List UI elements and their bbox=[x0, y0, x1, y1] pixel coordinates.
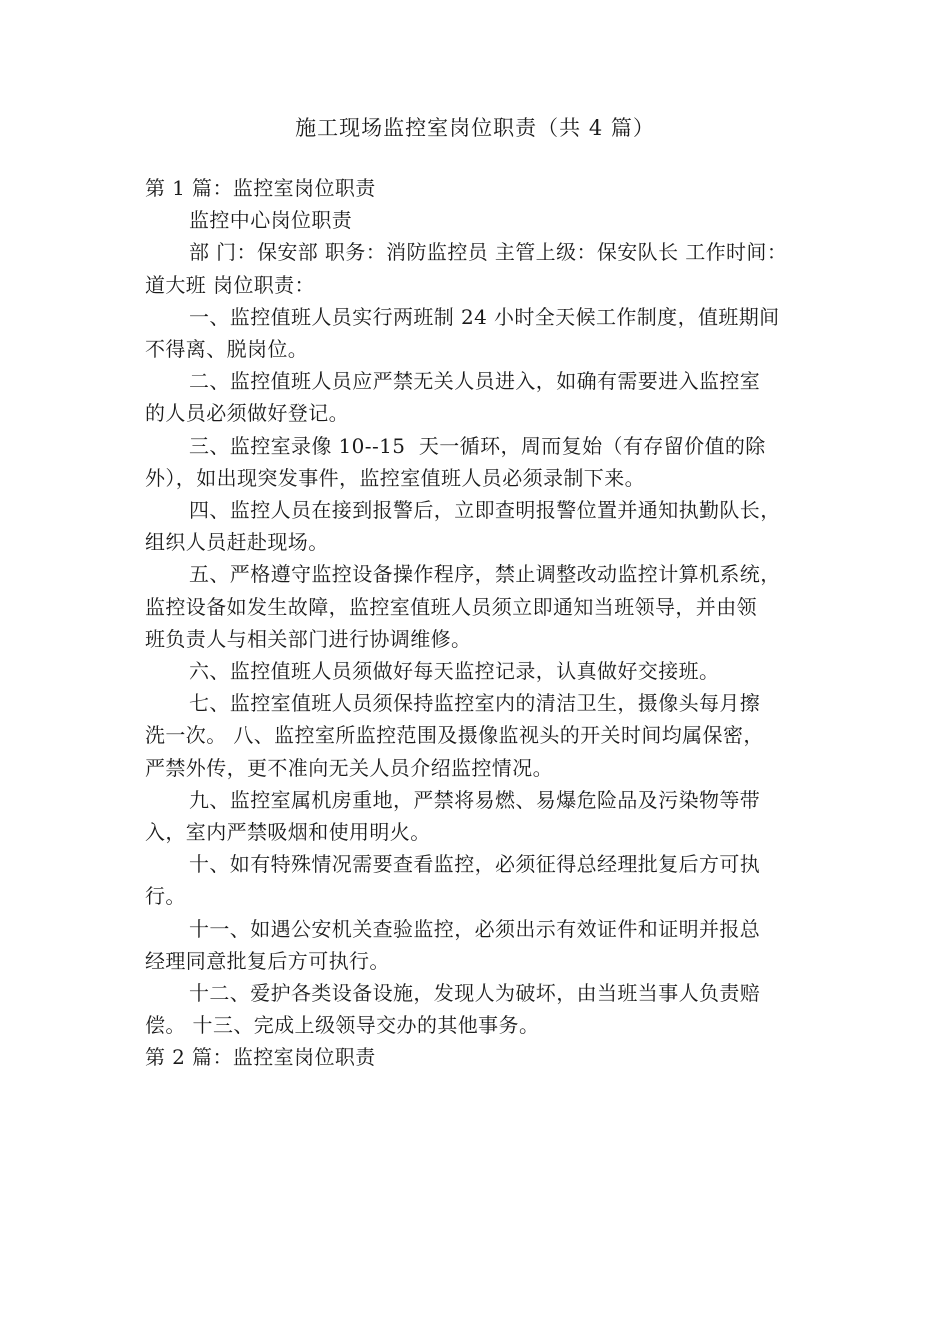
paragraph-line: 的人员必须做好登记。 bbox=[145, 401, 349, 426]
paragraph-line: 二、监控值班人员应严禁无关人员进入，如确有需要进入监控室 bbox=[189, 369, 761, 394]
paragraph-line: 洗一次。 八、监控室所监控范围及摄像监视头的开关时间均属保密， bbox=[145, 723, 764, 748]
paragraph-line: 监控设备如发生故障，监控室值班人员须立即通知当班领导，并由领 bbox=[145, 594, 757, 619]
section-heading-2: 第 2 篇：监控室岗位职责 bbox=[145, 1045, 376, 1070]
paragraph-line: 一、监控值班人员实行两班制 24 小时全天候工作制度，值班期间 bbox=[189, 304, 780, 329]
paragraph-line: 组织人员赶赴现场。 bbox=[145, 530, 329, 555]
paragraph-line: 入，室内严禁吸烟和使用明火。 bbox=[145, 820, 431, 845]
paragraph-line: 九、监控室属机房重地，严禁将易燃、易爆危险品及污染物等带 bbox=[189, 787, 761, 812]
paragraph-line: 不得离、脱岗位。 bbox=[145, 337, 309, 362]
paragraph-line: 三、监控室录像 10--15 天一循环，周而复始（有存留价值的除 bbox=[189, 433, 766, 458]
paragraph-line: 十一、如遇公安机关查验监控，必须出示有效证件和证明并报总 bbox=[189, 916, 761, 941]
paragraph-line: 五、严格遵守监控设备操作程序，禁止调整改动监控计算机系统， bbox=[189, 562, 781, 587]
document-body bbox=[145, 172, 813, 1074]
paragraph-line: 外），如出现突发事件，监控室值班人员必须录制下来。 bbox=[145, 465, 645, 490]
paragraph-line: 行。 bbox=[145, 884, 186, 909]
paragraph-line: 四、监控人员在接到报警后，立即查明报警位置并通知执勤队长， bbox=[189, 498, 781, 523]
paragraph-line: 道大班 岗位职责： bbox=[145, 272, 315, 297]
paragraph-line: 严禁外传，更不准向无关人员介绍监控情况。 bbox=[145, 755, 553, 780]
paragraph-line: 经理同意批复后方可执行。 bbox=[145, 948, 390, 973]
paragraph-line: 偿。 十三、完成上级领导交办的其他事务。 bbox=[145, 1013, 540, 1038]
paragraph-line: 十二、爱护各类设备设施，发现人为破坏，由当班当事人负责赔 bbox=[189, 981, 761, 1006]
paragraph-line: 部 门：保安部 职务：消防监控员 主管上级：保安队长 工作时间： bbox=[189, 240, 788, 265]
section-heading-1: 第 1 篇：监控室岗位职责 bbox=[145, 176, 376, 200]
paragraph-line: 班负责人与相关部门进行协调维修。 bbox=[145, 626, 472, 651]
paragraph-line: 六、监控值班人员须做好每天监控记录，认真做好交接班。 bbox=[189, 659, 720, 684]
paragraph-line: 七、监控室值班人员须保持监控室内的清洁卫生，摄像头每月擦 bbox=[189, 691, 761, 716]
document-title: 施工现场监控室岗位职责（共 4 篇） bbox=[295, 116, 655, 140]
paragraph-line: 十、如有特殊情况需要查看监控，必须征得总经理批复后方可执 bbox=[189, 852, 761, 877]
subheading: 监控中心岗位职责 bbox=[189, 208, 353, 233]
